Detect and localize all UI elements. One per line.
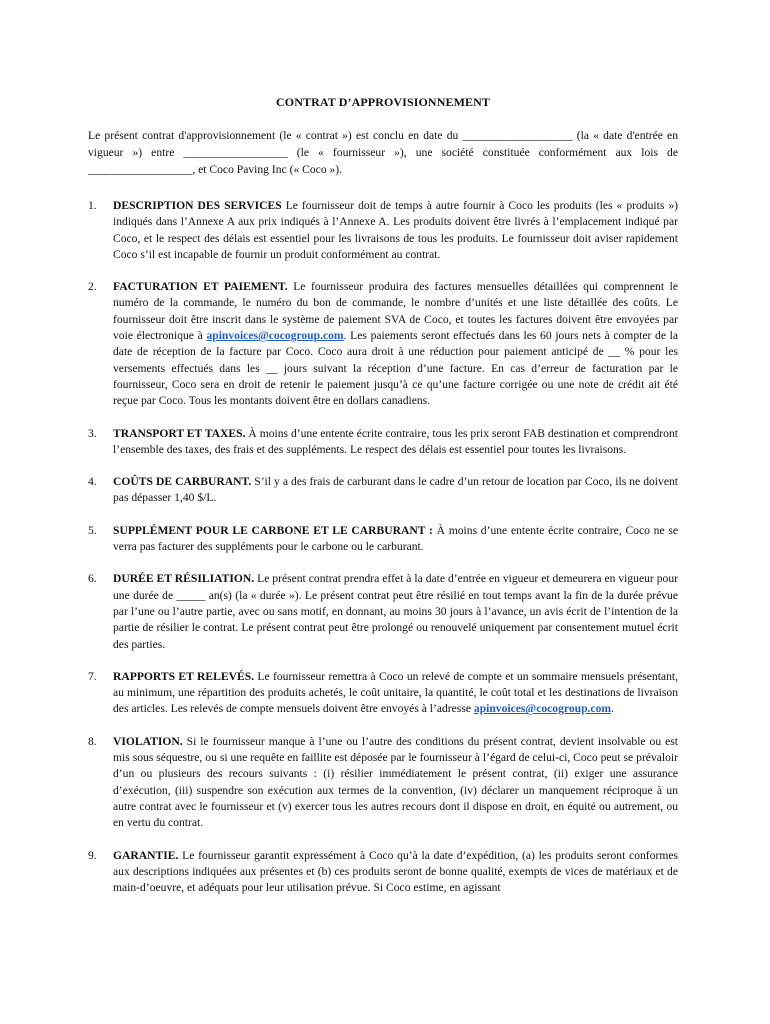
- section-number: 6.: [88, 572, 97, 586]
- section-number: 3.: [88, 426, 97, 440]
- section-6: [88, 571, 678, 652]
- section-3: [88, 426, 678, 459]
- section-heading: COÛTS DE CARBURANT.: [113, 475, 252, 489]
- section-body: [113, 848, 678, 897]
- section-text: S’il y a des frais de carburant dans le cadre d’un retour de location par Coco, ils ne doivent pas dépasser 1,40 $/L.: [113, 475, 678, 505]
- section-number: 2.: [88, 280, 97, 294]
- section-heading: DURÉE ET RÉSILIATION.: [113, 572, 255, 586]
- section-body: [113, 669, 678, 718]
- section-text: À moins d’une entente écrite contraire, Coco ne se verra pas facturer des suppléments pour le carbone ou le carburant.: [113, 523, 678, 554]
- email-link[interactable]: apinvoices@cocogroup.com: [473, 702, 612, 716]
- section-heading: GARANTIE.: [113, 848, 179, 862]
- section-number: 8.: [88, 734, 97, 748]
- section-text: Si le fournisseur manque à l’une ou l’autre des conditions du présent contrat, devient insolvable ou est mis sous séquestre, ou si une requête en faillite est déposée par le fournisseur à l’égard de celui-ci, Coco peut se prévaloir d’un ou plusieurs des recours suivants : (i) résilier immédiatement le présent contrat, (ii) exiger une assurance d’exécution, (iii) suspendre son exécution aux termes de la convention, (iv) déclarer un manquement réciproque à un autre contrat avec le fournisseur et (v) exercer tous les autres recours dont il dispose en droit, en équité ou autrement, ou en vertu du contrat.: [113, 734, 678, 830]
- section-2: [88, 279, 678, 409]
- section-text: Le fournisseur doit de temps à autre fournir à Coco les produits (les « produits ») indiqués dans l’Annexe A aux prix indiqués à l’Annexe A. Les produits doivent être livrés à l’emplacement indiqué par Coco, et le respect des délais est essentiel pour les livraisons de tous les produits. Le fournisseur doit aviser rapidement Coco s’il est incapable de fournir un produit conformément au contrat.: [113, 199, 678, 261]
- section-number: 9.: [88, 848, 97, 862]
- section-text: Le fournisseur remettra à Coco un relevé de compte et un sommaire mensuels présentant, au minimum, une répartition des produits achetés, le coût unitaire, la quantité, le coût total et les destinations de livraison des articles. Les relevés de compte mensuels doivent être envoyés à l’adresse: [113, 669, 678, 716]
- section-body: [113, 279, 678, 409]
- section-heading: RAPPORTS ET RELEVÉS.: [113, 669, 255, 683]
- section-1: [88, 198, 678, 263]
- section-4: [88, 474, 678, 507]
- section-9: [88, 848, 678, 897]
- section-text: Le présent contrat prendra effet à la date d’entrée en vigueur et demeurera en vigueur pour une durée de _____ an(s) (la « durée »). Le présent contrat peut être résilié en tout temps avant la fin de la durée prévue par l’une ou l’autre partie, avec ou sans motif, en donnant, au moins 30 jours à l’avance, un avis écrit de l’intention de la partie de résilier le contrat. Le présent contrat peut être prolongé ou renouvelé uniquement par consentement mutuel écrit des parties.: [113, 572, 678, 651]
- section-heading: TRANSPORT ET TAXES.: [113, 426, 246, 440]
- section-body: [113, 571, 678, 652]
- section-8: [88, 734, 678, 832]
- section-body: [113, 734, 678, 832]
- document-title: CONTRAT D’APPROVISIONNEMENT: [276, 95, 490, 109]
- section-text-continued: .: [611, 702, 614, 716]
- section-heading: FACTURATION ET PAIEMENT.: [113, 280, 288, 294]
- section-heading: SUPPLÉMENT POUR LE CARBONE ET LE CARBURANT :: [113, 523, 433, 537]
- intro-paragraph: Le présent contrat d'approvisionnement (le « contrat ») est conclu en date du ___________________ (la « date d'entrée en vigueur ») entre __________________ (le « fournisseur »), une société constituée conformément aux lois de __________________, et Coco Paving Inc (« Coco »).: [88, 129, 678, 176]
- section-5: [88, 523, 678, 556]
- section-7: [88, 669, 678, 718]
- section-body: [113, 474, 678, 507]
- section-body: [113, 198, 678, 263]
- email-link[interactable]: apinvoices@cocogroup.com: [206, 329, 344, 343]
- section-heading: DESCRIPTION DES SERVICES: [113, 199, 282, 212]
- section-heading: VIOLATION.: [113, 734, 183, 748]
- section-number: 5.: [88, 523, 97, 537]
- section-text: Le fournisseur garantit expressément à Coco qu’à la date d’expédition, (a) les produits seront conformes aux descriptions indiquées aux présentes et (b) ces produits seront de bonne qualité, exempts de vices de matériaux et de main-d’oeuvre, et adéquats pour leur utilisation prévue. Si Coco estime, en agissant: [113, 848, 678, 895]
- section-text: À moins d’une entente écrite contraire, tous les prix seront FAB destination et comprendront l’ensemble des taxes, des frais et des suppléments. Le respect des délais est essentiel pour toutes les livraisons.: [113, 426, 678, 456]
- section-number: 4.: [88, 475, 97, 489]
- section-number: 1.: [88, 199, 97, 212]
- section-number: 7.: [88, 669, 97, 683]
- section-body: [113, 523, 678, 556]
- section-text-continued: . Les paiements seront effectués dans les 60 jours nets à compter de la date de réception de la facture par Coco. Coco aura droit à une réduction pour paiement anticipé de __ % pour les versements effectués dans les __ jours suivant la réception d’une facture. En cas d’erreur de facturation par le fournisseur, Coco sera en droit de retenir le paiement jusqu’à ce qu’une facture corrigée ou une note de crédit ait été reçue par Coco. Tous les montants doivent être en dollars canadiens.: [113, 329, 679, 408]
- section-text: Le fournisseur produira des factures mensuelles détaillées qui comprennent le numéro de la commande, le numéro du bon de commande, le nombre d’unités et une liste détaillée des coûts. Le fournisseur doit être inscrit dans le système de paiement SVA de Coco, et toutes les factures doivent être envoyées par voie électronique à: [113, 280, 678, 343]
- section-body: [113, 426, 678, 459]
